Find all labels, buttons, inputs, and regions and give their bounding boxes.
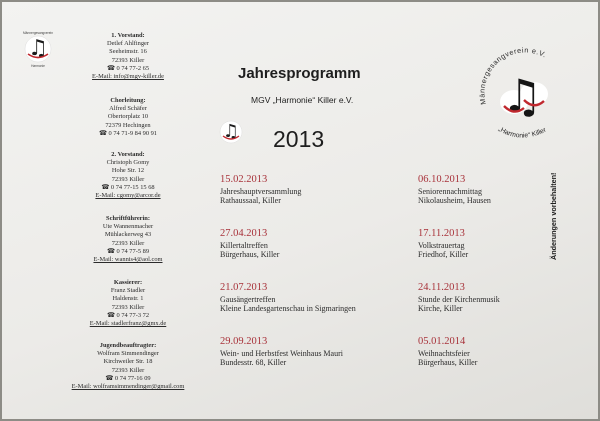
program-year: 2013 — [273, 126, 325, 152]
event-detail: Bürgerhaus, Killer — [220, 250, 280, 260]
contact-card — [64, 279, 192, 328]
contact-line: Haldenstr. 1 — [112, 295, 144, 303]
event-detail: Kirche, Killer — [418, 304, 463, 314]
contact-line: Ute Wannenmacher — [102, 223, 154, 231]
contact-line: 72393 Killer — [111, 175, 145, 183]
contact-line: Franz Stadler — [110, 287, 146, 295]
contact-line: Obertorplatz 10 — [107, 113, 149, 121]
contact-email-link[interactable]: E-Mail: info@mgv-killer.de — [92, 73, 164, 81]
contact-card — [64, 97, 192, 138]
contact-role: Jugendbeauftragter: — [99, 342, 157, 349]
svg-text:„Harmonie“ Killer: „Harmonie“ Killer — [496, 125, 548, 140]
contact-line: Christoph Gomy — [106, 159, 150, 167]
contact-line: 72393 Killer — [111, 366, 145, 374]
event-detail: Weihnachtsfeier — [418, 349, 470, 358]
svg-text:Männergesangverein e.V.: Männergesangverein e.V. — [477, 45, 549, 106]
contact-line: Wolfram Simmendinger — [97, 350, 159, 358]
contact-line: ☎ 0 74 71-9 84 90 91 — [98, 129, 158, 137]
event-entry — [220, 228, 420, 259]
contact-line: ☎ 0 74 77-5 89 — [106, 247, 150, 255]
page-title: Jahresprogramm — [238, 65, 361, 82]
contact-role: Chorleitung: — [110, 97, 146, 104]
event-detail: Seniorennachmittag — [418, 187, 482, 196]
event-entry — [220, 282, 420, 313]
event-date: 15.02.2013 — [220, 174, 268, 185]
event-date: 05.01.2014 — [418, 336, 466, 347]
event-detail: Volkstrauertag — [418, 241, 465, 250]
contact-line: ☎ 0 74 77-3 72 — [106, 311, 150, 319]
event-date: 24.11.2013 — [418, 282, 465, 293]
event-date: 21.07.2013 — [220, 282, 268, 293]
contact-line: Kirchweiler Str. 18 — [103, 358, 153, 366]
contact-role: 1. Vorstand: — [111, 32, 145, 39]
event-date: 29.09.2013 — [220, 336, 268, 347]
changes-reserved-note: Änderungen vorbehalten! — [549, 172, 558, 260]
contact-line: 72379 Hechingen — [105, 121, 151, 129]
event-date: 06.10.2013 — [418, 174, 466, 185]
contact-email-link[interactable]: E-Mail: cgomy@arcor.de — [95, 192, 161, 200]
event-detail: Jahreshauptversammlung — [220, 187, 302, 196]
svg-text:Männergesangverein: Männergesangverein — [23, 31, 53, 35]
contact-line: ☎ 0 74 77-16 09 — [105, 374, 151, 382]
svg-text:♫: ♫ — [28, 36, 48, 61]
contact-line: Alfred Schäfer — [109, 105, 147, 113]
contact-role: 2. Vorstand: — [111, 151, 145, 158]
svg-text:♫: ♫ — [222, 121, 240, 142]
event-detail: Friedhof, Killer — [418, 250, 469, 260]
event-entry — [220, 336, 420, 367]
contact-card — [64, 342, 192, 391]
event-detail: Bundesstr. 68, Killer — [220, 358, 287, 368]
contact-line: Seeheimstr. 16 — [109, 48, 147, 56]
mgv-logo-center — [213, 115, 249, 147]
mgv-logo-large — [468, 42, 578, 152]
event-detail: Rathaussaal, Killer — [220, 196, 281, 206]
event-detail: Stunde der Kirchenmusik — [418, 295, 500, 304]
event-entry — [418, 174, 598, 205]
contact-line: ☎ 0 74 77-15 15 68 — [101, 183, 155, 191]
club-name: MGV „Harmonie“ Killer e.V. — [251, 95, 354, 105]
svg-text:Harmonie: Harmonie — [31, 64, 45, 68]
event-detail: Kleine Landesgartenschau in Sigmaringen — [220, 304, 356, 314]
svg-text:♫: ♫ — [501, 69, 543, 123]
event-detail: Nikolausheim, Hausen — [418, 196, 491, 206]
program-sheet — [2, 2, 598, 419]
event-entry — [418, 282, 598, 313]
contact-line: 72393 Killer — [111, 56, 145, 64]
contact-card — [64, 215, 192, 264]
event-entry — [220, 174, 420, 205]
contact-line: 72393 Killer — [111, 239, 145, 247]
event-detail: Gausängertreffen — [220, 295, 276, 304]
event-date: 27.04.2013 — [220, 228, 268, 239]
contact-email-link[interactable]: E-Mail: wolframsimmendinger@gmail.com — [71, 383, 185, 391]
contact-line: Detlef Ahlfinger — [106, 40, 150, 48]
contact-line: ☎ 0 74 77-2 65 — [106, 64, 150, 72]
contact-line: Hohe Str. 12 — [111, 167, 145, 175]
contact-email-link[interactable]: E-Mail: wannis4@aol.com — [93, 256, 163, 264]
contact-card — [64, 32, 192, 81]
contact-line: 72393 Killer — [111, 303, 145, 311]
event-entry — [418, 336, 598, 367]
event-entry — [418, 228, 598, 259]
contact-line: Mühlackerweg 43 — [104, 231, 152, 239]
contact-card — [64, 151, 192, 200]
contact-role: Schriftführerin: — [106, 215, 150, 222]
contact-role: Kassierer: — [113, 279, 143, 286]
event-date: 17.11.2013 — [418, 228, 465, 239]
event-detail: Killertaltreffen — [220, 241, 268, 250]
event-detail: Wein- und Herbstfest Weinhaus Mauri — [220, 349, 343, 358]
event-detail: Bürgerhaus, Killer — [418, 358, 478, 368]
contact-email-link[interactable]: E-Mail: stadlerfranz@gmx.de — [89, 320, 167, 328]
mgv-logo-small — [16, 28, 60, 68]
